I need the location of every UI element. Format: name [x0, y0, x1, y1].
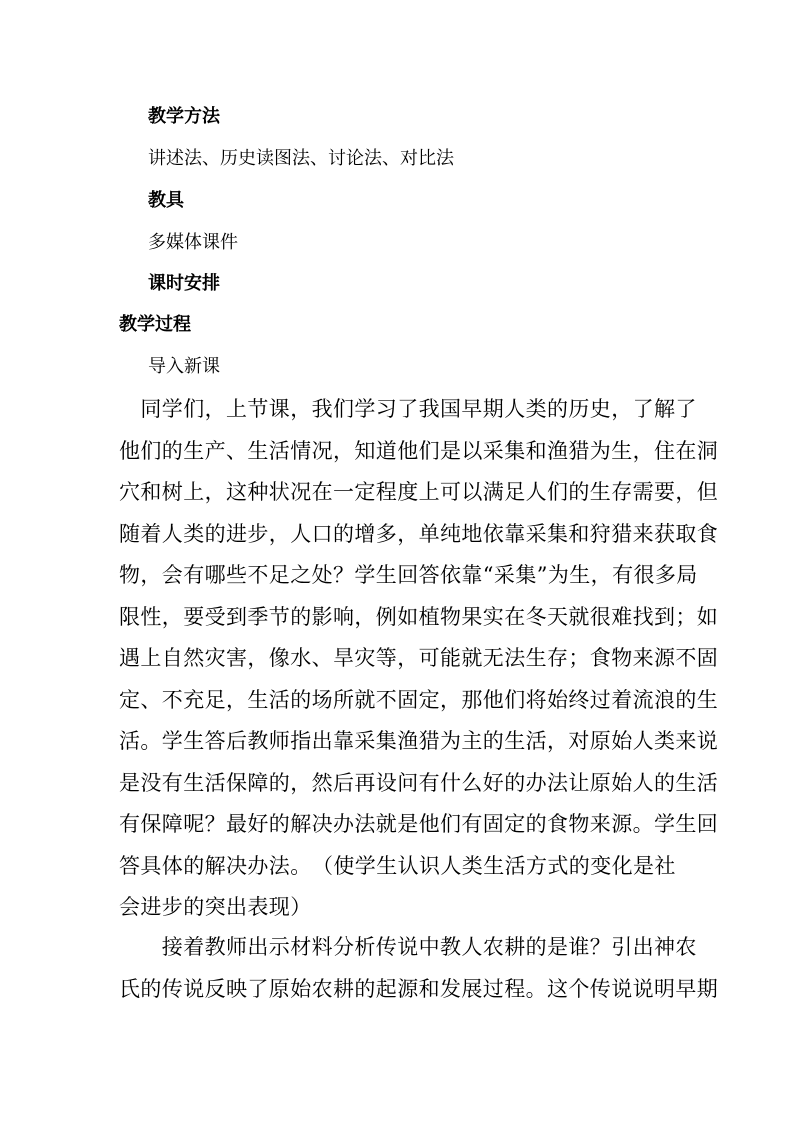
intro-subtitle: 导入新课 [148, 356, 220, 377]
paragraph-line: 穴和树上，这种状况在一定程度上可以满足人们的生存需要，但 [119, 480, 719, 504]
paragraph-line: 有保障呢？最好的解决办法就是他们有固定的食物来源。学生回 [119, 812, 719, 836]
material-paragraph [119, 927, 719, 1010]
paragraph-line: 定、不充足，生活的场所就不固定，那他们将始终过着流浪的生 [119, 687, 719, 712]
paragraph-line: 接着教师出示材料分析传说中教人农耕的是谁？引出神农 [119, 935, 697, 959]
paragraph-line: 同学们，上节课，我们学习了我国早期人类的历史，了解了 [119, 397, 697, 421]
teaching-method-text: 讲述法、历史读图法、讨论法、对比法 [148, 148, 454, 169]
paragraph-line: 遇上自然灾害，像水、旱灾等，可能就无法生存；食物来源不固 [119, 646, 719, 670]
paragraph-line: 他们的生产、生活情况，知道他们是以采集和渔猎为生，住在洞 [119, 438, 719, 463]
paragraph-line: 物，会有哪些不足之处？学生回答依靠“采集”为生，有很多局 [119, 563, 698, 587]
paragraph-line: 答具体的解决办法。 （使学生认识人类生活方式的变化是社 [119, 853, 676, 878]
teaching-process-heading: 教学过程 [119, 314, 191, 335]
paragraph-line: 会进步的突出表现） [119, 895, 312, 919]
teaching-tools-heading: 教具 [148, 190, 184, 211]
paragraph-line: 随着人类的进步，人口的增多，单纯地依靠采集和狩猎来获取食 [119, 521, 719, 546]
teaching-tools-text: 多媒体课件 [148, 232, 238, 253]
intro-paragraph [119, 389, 719, 929]
teaching-method-heading: 教学方法 [148, 106, 220, 127]
paragraph-line: 是没有生活保障的，然后再设问有什么好的办法让原始人的生活 [119, 770, 719, 795]
paragraph-line: 限性，要受到季节的影响，例如植物果实在冬天就很难找到；如 [119, 604, 719, 629]
schedule-heading: 课时安排 [148, 273, 220, 294]
paragraph-line: 氏的传说反映了原始农耕的起源和发展过程。这个传说说明早期 [119, 976, 719, 1001]
paragraph-line: 活。学生答后教师指出靠采集渔猎为主的生活，对原始人类来说 [119, 729, 719, 753]
